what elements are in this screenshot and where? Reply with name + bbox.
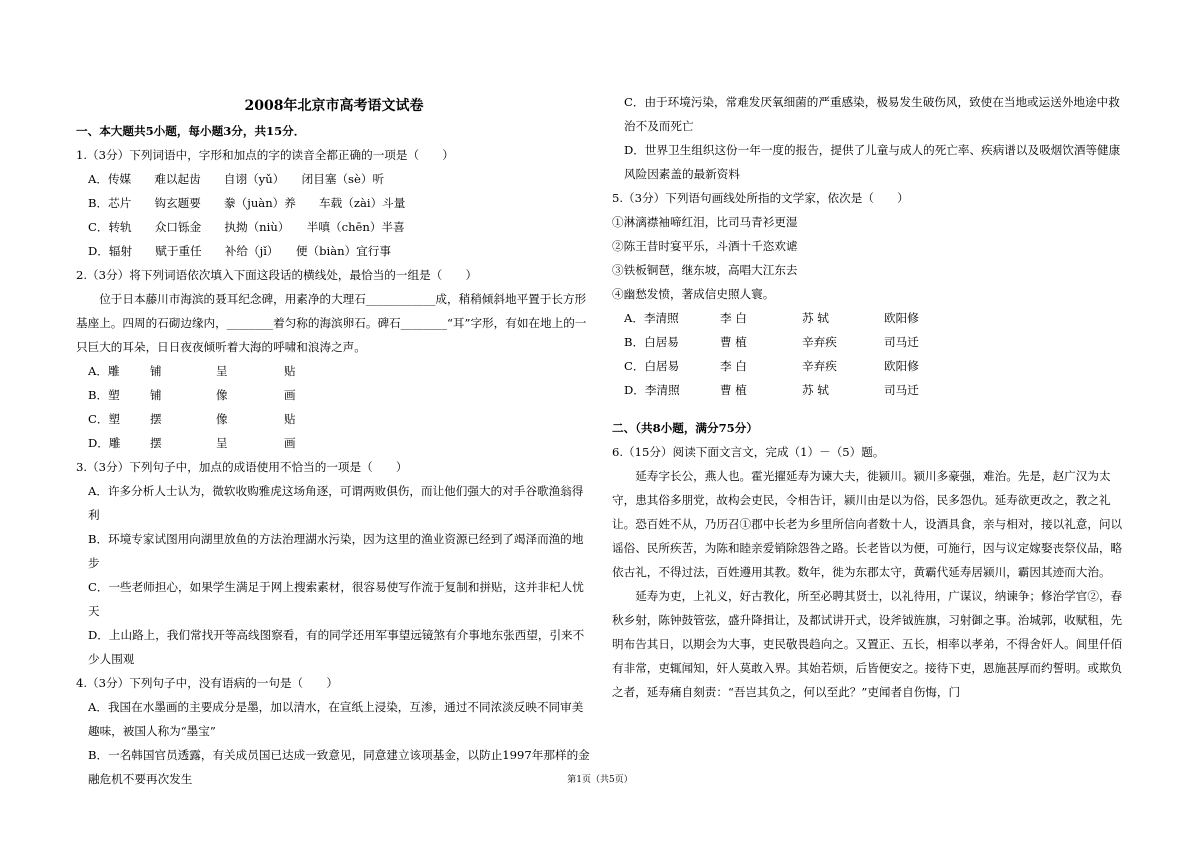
q1-option-a: A．传媒 难以起齿 自诩（yǔ） 闭目塞（sè）听 (88, 172, 385, 186)
q5-option-c (612, 354, 1128, 378)
q1-stem: 1.（3分）下列词语中，字形和加点的字的读音全都正确的一项是（ ） (76, 148, 454, 162)
q5-b-1: B．白居易 (624, 335, 679, 349)
q2-c-4: 贴 (284, 412, 296, 426)
q3-option-d: D．上山路上，我们常找开等高线图察看，有的同学还用军事望远镜煞有介事地东张西望，引来不少人围观 (88, 628, 585, 666)
q2-d-4: 画 (284, 436, 296, 450)
section2-heading: 二、（共8小题，满分75分） (612, 421, 758, 435)
q4-stem: 4.（3分）下列句子中，没有语病的一句是（ ） (76, 676, 338, 690)
q2-c-3: 像 (216, 412, 228, 426)
q5-d-1: D．李清照 (624, 383, 680, 397)
q2-d-1: D．雕 (88, 436, 121, 450)
q1-option-b: B．芯片 钩玄题要 豢（juàn）养 车载（zài）斗量 (88, 196, 406, 210)
q5-option-a (612, 306, 1128, 330)
q5-option-d (612, 378, 1128, 402)
right-column (612, 90, 1128, 704)
q6-passage-1: 延寿字长公，燕人也。霍光擢延寿为谏大夫，徙颍川。颍川多豪强，难治。先是，赵广汉为太守，患其俗多朋党，故构会吏民，令相告讦，颍川由是以为俗，民多怨仇。延寿欲更改之，教之礼让。恐百姓不从，乃历召①郡中长老为乡里所信向者数十人，设酒具食，亲与相对，接以礼意，问以谣俗、民所疾苦，为陈和睦亲爱销除怨咎之路。长老皆以为便，可施行，因与议定嫁娶丧祭仪品，略依古礼，不得过法，百姓遵用其教。数年，徙为东郡太守，黄霸代延寿居颍川，霸因其迹而大治。 (612, 469, 1123, 579)
q2-option-d (76, 431, 592, 455)
q5-line-3: ③铁板铜琶，继东坡，高唱大江东去 (612, 263, 798, 277)
q2-b-3: 像 (216, 388, 228, 402)
q2-d-3: 呈 (216, 436, 228, 450)
q3-option-b: B．环境专家试图用向湖里放鱼的方法治理湖水污染，因为这里的渔业资源已经到了竭泽而渔的地步 (88, 532, 584, 570)
q1-option-d: D．辐射 赋于重任 补给（jǐ） 便（biàn）宜行事 (88, 244, 391, 258)
q2-b-2: 铺 (150, 388, 162, 402)
q5-c-2: 李 白 (720, 359, 747, 373)
q2-option-a (76, 359, 592, 383)
q4-option-a: A．我国在水墨画的主要成分是墨，加以清水，在宣纸上浸染，互渗，通过不同浓淡反映不同审美趣味，被国人称为“墨宝” (88, 700, 584, 738)
q5-b-2: 曹 植 (720, 335, 747, 349)
q4-option-b: B．一名韩国官员透露，有关成员国已达成一致意见，同意建立该项基金，以防止1997年那样的金融危机不要再次发生 (88, 748, 590, 786)
q5-c-3: 辛弃疾 (802, 359, 837, 373)
q5-c-4: 欧阳修 (884, 359, 919, 373)
q2-stem: 2.（3分）将下列词语依次填入下面这段话的横线处，最恰当的一组是（ ） (76, 268, 478, 282)
q2-b-1: B．塑 (88, 388, 120, 402)
q3-stem: 3.（3分）下列句子中，加点的成语使用不恰当的一项是（ ） (76, 460, 408, 474)
q1-option-c: C．转轨 众口铄金 执拗（niù） 半嗔（chēn）半喜 (88, 220, 405, 234)
q2-a-3: 呈 (216, 364, 228, 378)
q3-option-c: C．一些老师担心，如果学生满足于网上搜索素材，很容易使写作流于复制和拼贴，这并非杞人忧天 (88, 580, 584, 618)
q5-line-1: ①淋漓襟袖啼红泪，比司马青衫更湿 (612, 215, 798, 229)
q6-stem: 6.（15分）阅读下面文言文，完成（1）－（5）题。 (612, 445, 885, 459)
q4-option-d: D．世界卫生组织这份一年一度的报告，提供了儿童与成人的死亡率、疾病谱以及吸烟饮酒等健康风险因素盖的最新资料 (624, 143, 1121, 181)
q2-passage: 位于日本藤川市海滨的聂耳纪念碑，用素净的大理石____________成，稍稍倾斜地平置于长方形基座上。四周的石砌边缘内，________着匀称的海滨卵石。碑石________“耳”字形，有如在地上的一只巨大的耳朵，日日夜夜倾听着大海的呼啸和浪涛之声。 (76, 292, 587, 354)
q5-a-2: 李 白 (720, 311, 747, 325)
section1-heading: 一、本大题共5小题，每小题3分，共15分． (76, 124, 306, 138)
q5-b-3: 辛弃疾 (802, 335, 837, 349)
q5-option-b (612, 330, 1128, 354)
page-footer: 第1页（共5页） (567, 775, 633, 785)
q5-b-4: 司马迁 (884, 335, 919, 349)
q2-c-1: C．塑 (88, 412, 121, 426)
q5-c-1: C．白居易 (624, 359, 680, 373)
exam-title: 2008年北京市高考语文试卷 (244, 98, 424, 114)
q2-c-2: 摆 (150, 412, 162, 426)
q5-d-3: 苏 轼 (802, 383, 829, 397)
q5-line-4: ④幽愁发愤，著成信史照人寰。 (612, 287, 775, 301)
q5-a-3: 苏 轼 (802, 311, 829, 325)
q5-a-4: 欧阳修 (884, 311, 919, 325)
q5-d-4: 司马迁 (884, 383, 919, 397)
q6-passage-2: 延寿为吏，上礼义，好古教化，所至必聘其贤士，以礼待用，广谋议，纳谏争；修治学官②，春秋乡射，陈钟鼓管弦，盛升降揖让，及都试讲开式，设斧钺旌旗，习射御之事。治城郭，收赋租，先明布告其日，以期会为大事，吏民敬畏趋向之。又置正、五长，相率以孝弟，不得舍奸人。闾里仟佰有非常，吏辄闻知，奸人莫敢入界。其始若烦，后皆便安之。接待下吏，恩施甚厚而约誓明。或欺负之者，延寿痛自刻责：“吾岂其负之，何以至此？”吏闻者自伤悔，门 (612, 589, 1123, 699)
q5-a-1: A．李清照 (624, 311, 679, 325)
q2-d-2: 摆 (150, 436, 162, 450)
q2-a-4: 贴 (284, 364, 296, 378)
q5-d-2: 曹 植 (720, 383, 747, 397)
q4-option-c: C．由于环境污染，常难发厌氧细菌的严重感染，极易发生破伤风，致使在当地或运送外地途中救治不及而死亡 (624, 95, 1120, 133)
q2-b-4: 画 (284, 388, 296, 402)
q3-option-a: A．许多分析人士认为，微软收购雅虎这场角逐，可谓两败俱伤，而让他们强大的对手谷歌渔翁得利 (88, 484, 584, 522)
left-column (76, 0, 592, 791)
q5-stem: 5.（3分）下列语句画线处所指的文学家，依次是（ ） (612, 191, 909, 205)
q2-a-2: 铺 (150, 364, 162, 378)
q2-option-c (76, 407, 592, 431)
q2-a-1: A．雕 (88, 364, 120, 378)
q5-line-2: ②陈王昔时宴平乐，斗酒十千恣欢谑 (612, 239, 798, 253)
q2-option-b (76, 383, 592, 407)
